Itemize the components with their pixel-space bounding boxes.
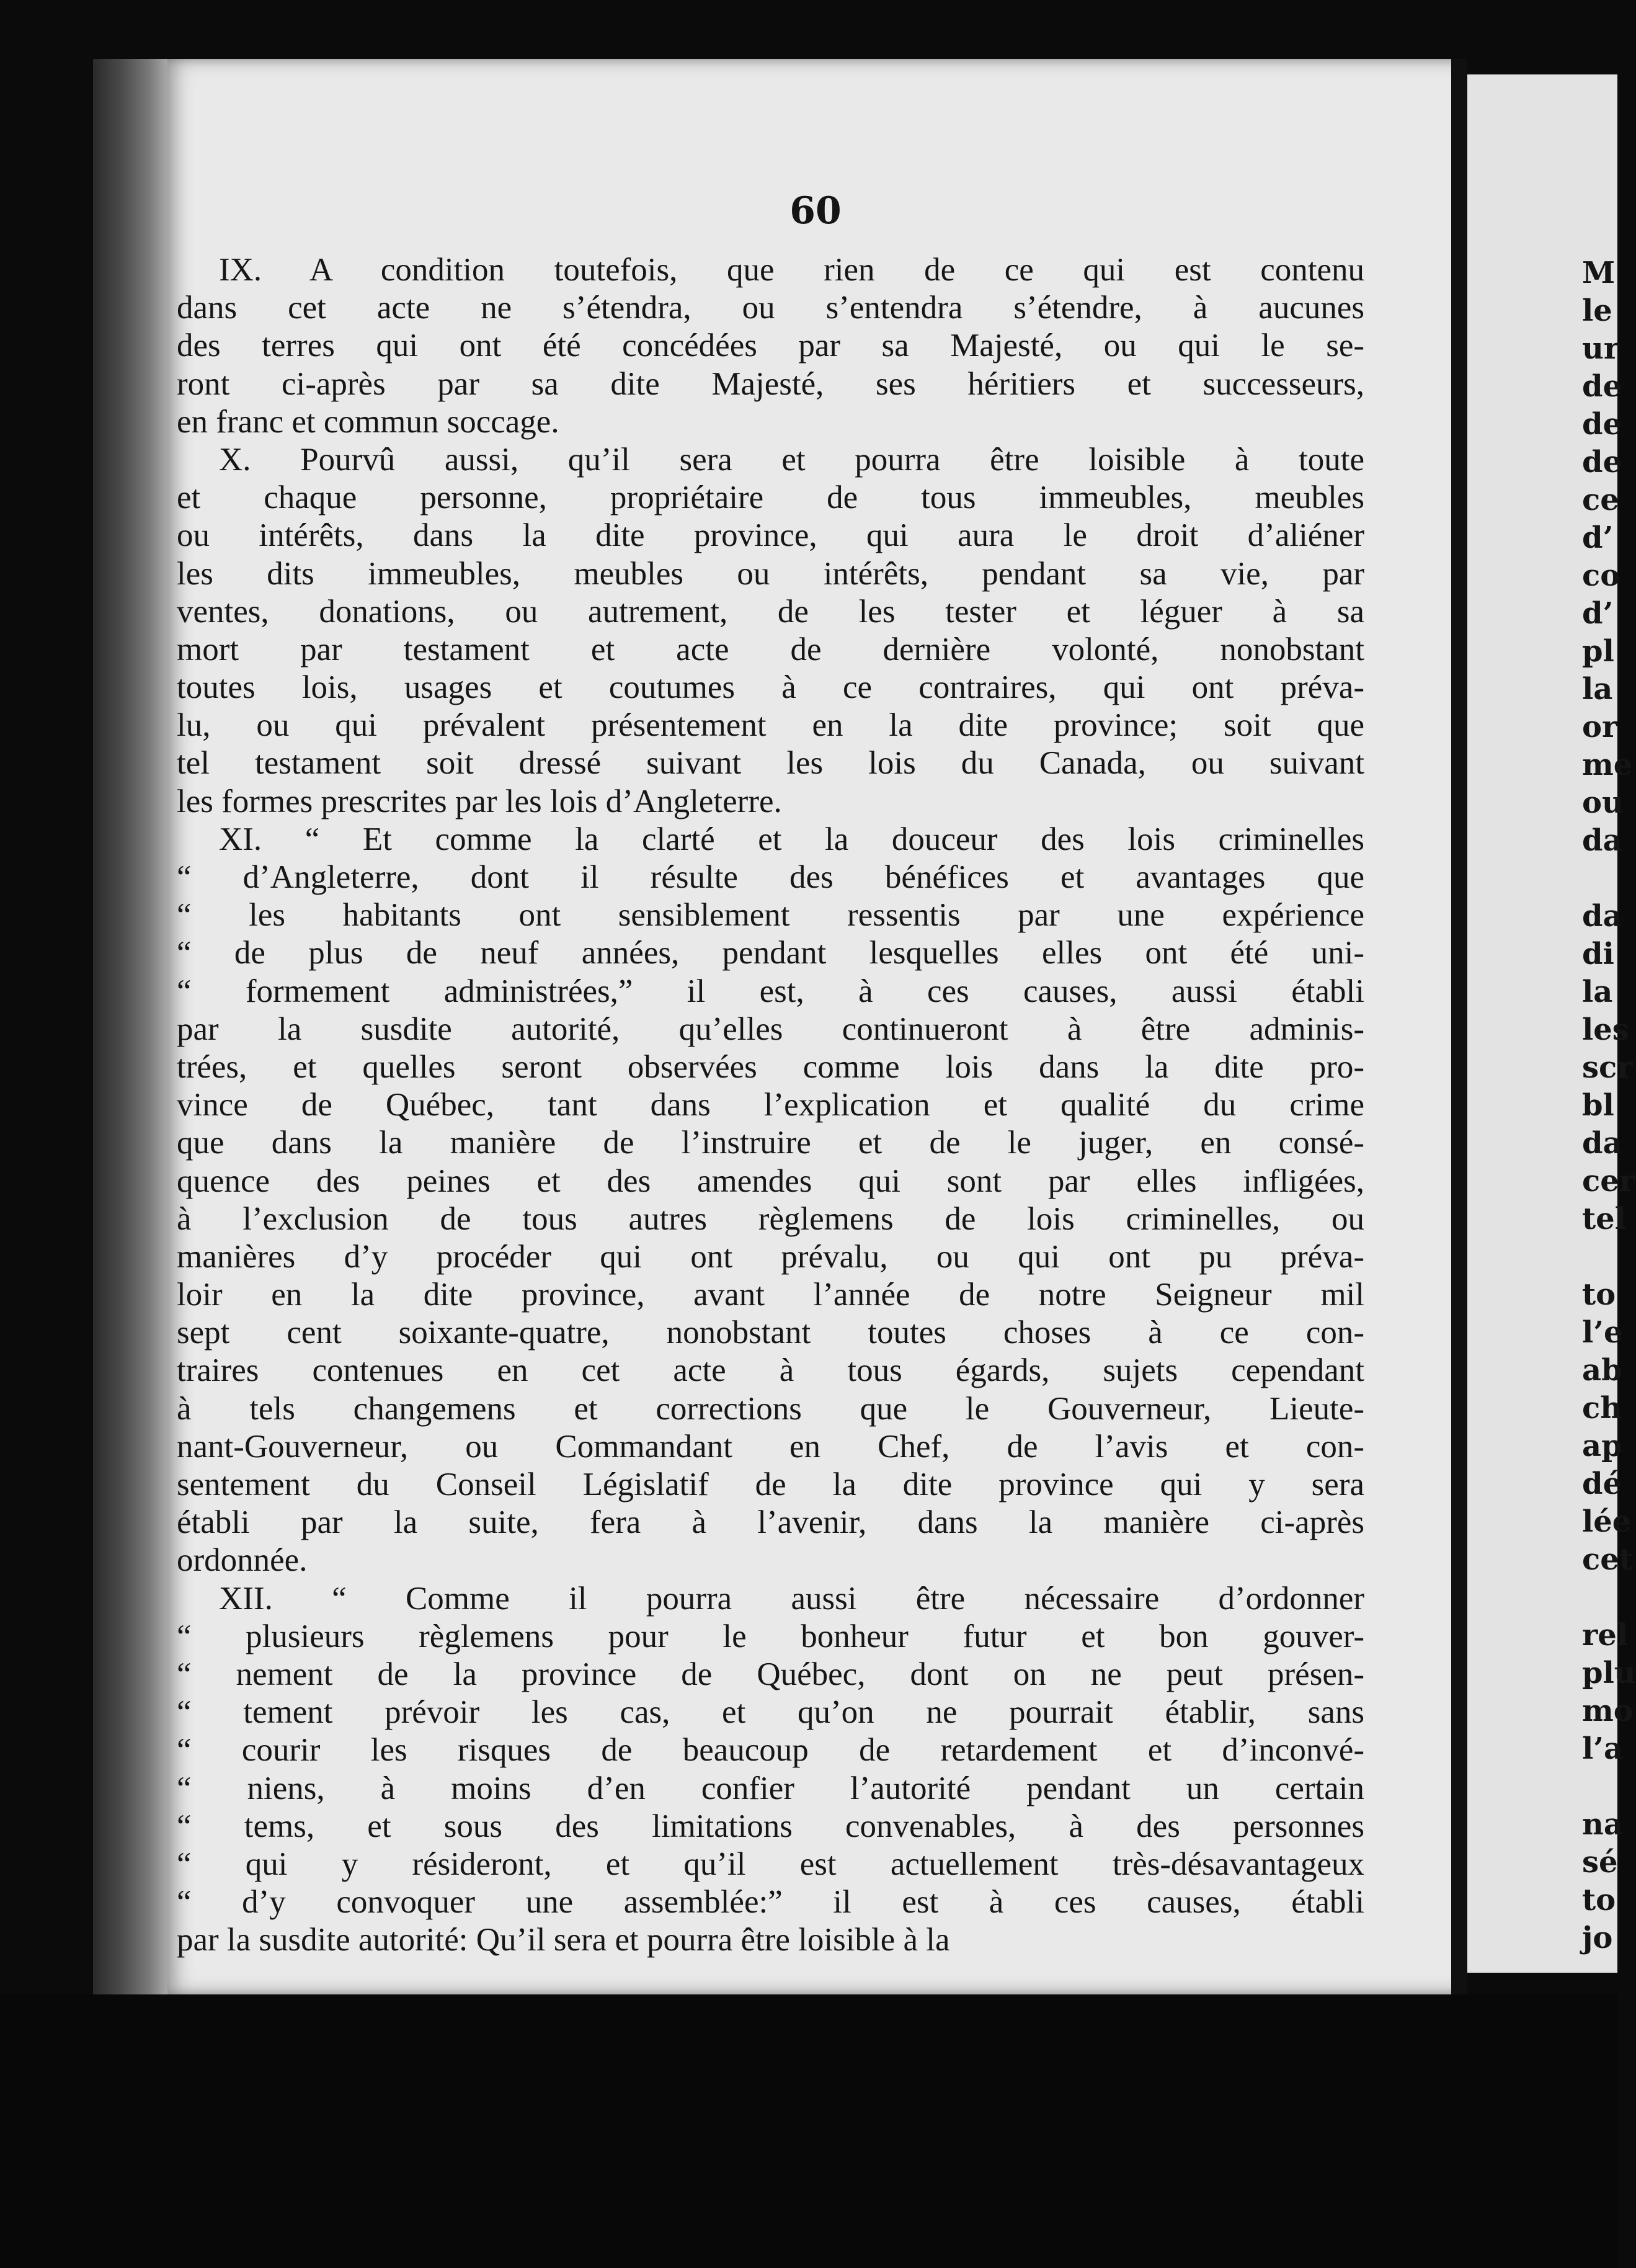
page-text (177, 251, 1364, 1959)
text-line: les dits immeubles, meubles ou intérêts, pendant sa vie, par (177, 555, 1364, 592)
facing-fragment: tel (1582, 1202, 1626, 1236)
text-line: dans cet acte ne s’étendra, ou s’entendra s’étendre, à aucunes (177, 290, 1364, 326)
paragraph-xii (177, 1580, 1364, 1960)
text-line: “ tement prévoir les cas, et qu’on ne pourrait établir, sans (177, 1694, 1364, 1731)
facing-fragment: les (1582, 1012, 1629, 1047)
text-line: XI. “ Et comme la clarté et la douceur des lois criminelles (219, 821, 1364, 857)
text-line: tel testament soit dressé suivant les lois du Canada, ou suivant (177, 745, 1364, 782)
text-line: X. Pourvû aussi, qu’il sera et pourra être loisible à toute (219, 441, 1364, 478)
text-line: trées, et quelles seront observées comme lois dans la dite pro- (177, 1048, 1364, 1085)
facing-fragment: ch (1582, 1391, 1622, 1426)
text-line: manières d’y procéder qui ont prévalu, ou qui ont pu préva- (177, 1238, 1364, 1275)
facing-fragment: d’ (1582, 520, 1614, 555)
facing-fragment: de (1582, 445, 1622, 480)
facing-fragment: da (1582, 823, 1622, 858)
facing-fragment: de (1582, 407, 1622, 442)
text-line: mort par testament et acte de dernière volonté, nonobstant (177, 631, 1364, 667)
text-line: quence des peines et des amendes qui sont par elles infligées, (177, 1163, 1364, 1199)
text-line: “ courir les risques de beaucoup de retardement et d’inconvé- (177, 1732, 1364, 1769)
text-line: traires contenues en cet acte à tous égards, sujets cependant (177, 1352, 1364, 1389)
facing-fragment: lée (1582, 1504, 1632, 1539)
text-line: des terres qui ont été concédées par sa Majesté, ou qui le se- (177, 328, 1364, 364)
text-line: établi par la suite, fera à l’avenir, dans la manière ci-après (177, 1504, 1364, 1541)
page-number: 60 (789, 189, 842, 233)
paragraph-ix (177, 251, 1364, 441)
text-line: “ de plus de neuf années, pendant lesquelles elles ont été uni- (177, 935, 1364, 971)
facing-fragment: la (1582, 975, 1613, 1009)
facing-fragment: jo (1582, 1921, 1613, 1955)
scan-bottom-border (0, 1994, 1617, 2268)
facing-fragment: di (1582, 937, 1614, 971)
text-line: sentement du Conseil Législatif de la dite province qui y sera (177, 1467, 1364, 1502)
facing-fragment: ap (1582, 1429, 1622, 1463)
facing-fragment: d’ (1582, 596, 1614, 631)
facing-fragment: me (1582, 748, 1633, 782)
text-line: “ d’y convoquer une assemblée:” il est à ces causes, établi (177, 1884, 1364, 1921)
text-line: “ d’Angleterre, dont il résulte des bénéfices et avantages que (177, 859, 1364, 895)
facing-fragment: ce (1582, 483, 1619, 517)
facing-fragment: da (1582, 899, 1622, 934)
text-line: ront ci-après par sa dite Majesté, ses héritiers et successeurs, (177, 365, 1364, 402)
facing-fragment: ur (1582, 331, 1620, 366)
text-line: à tels changemens et corrections que le Gouverneur, Lieute- (177, 1390, 1364, 1427)
text-line: par la susdite autorité, qu’elles continueront à être adminis- (177, 1011, 1364, 1047)
facing-fragment: to (1582, 1277, 1616, 1312)
text-line: XII. “ Comme il pourra aussi être nécessaire d’ordonner (219, 1580, 1364, 1617)
facing-fragment: la (1582, 672, 1613, 707)
text-line: “ niens, à moins d’en confier l’autorité pendant un certain (177, 1770, 1364, 1806)
facing-page-edge (1467, 74, 1636, 1973)
book-gutter (93, 59, 174, 1994)
facing-fragment: cet (1582, 1542, 1633, 1577)
text-line: et chaque personne, propriétaire de tous immeubles, meubles (177, 480, 1364, 516)
facing-fragment: da (1582, 1126, 1622, 1161)
text-line: toutes lois, usages et coutumes à ce contraires, qui ont préva- (177, 669, 1364, 706)
facing-fragment: bl (1582, 1088, 1614, 1123)
text-line: loir en la dite province, avant l’année de notre Seigneur mil (177, 1277, 1364, 1313)
text-line: par la susdite autorité: Qu’il sera et pourra être loisible à la (177, 1922, 950, 1958)
facing-fragment: plu (1582, 1656, 1636, 1690)
facing-fragment: l’a (1582, 1731, 1624, 1766)
facing-fragment: to (1582, 1883, 1616, 1918)
text-line: ordonnée. (177, 1542, 308, 1579)
facing-fragment: cer (1582, 1164, 1635, 1199)
text-line: que dans la manière de l’instruire et de le juger, en consé- (177, 1125, 1364, 1161)
text-line: nant-Gouverneur, ou Commandant en Chef, de l’avis et con- (177, 1428, 1364, 1465)
facing-fragment: na (1582, 1807, 1623, 1842)
facing-fragment: l’e (1582, 1315, 1623, 1350)
facing-fragment (1582, 1768, 1617, 1806)
text-line: “ plusieurs règlemens pour le bonheur futur et bon gouver- (177, 1618, 1364, 1654)
text-line: IX. A condition toutefois, que rien de ce qui est contenu (219, 252, 1364, 288)
text-line: ventes, donations, ou autrement, de les tester et léguer à sa (177, 593, 1364, 630)
facing-fragment: pl (1582, 634, 1614, 669)
text-line: “ qui y résideront, et qu’il est actuellement très-désavantageux (177, 1846, 1364, 1882)
text-line: “ tems, et sous des limitations convenables, à des personnes (177, 1808, 1364, 1844)
text-line: à l’exclusion de tous autres règlemens de lois criminelles, ou (177, 1200, 1364, 1237)
facing-fragment: dé (1582, 1467, 1622, 1501)
paragraph-x (177, 441, 1364, 821)
facing-fragment: le (1582, 293, 1612, 328)
facing-fragment (1582, 1579, 1617, 1617)
facing-fragment: mo (1582, 1694, 1634, 1728)
facing-fragment: co (1582, 558, 1620, 593)
facing-fragment (1582, 1238, 1617, 1276)
text-line: en franc et commun soccage. (177, 403, 559, 440)
text-line: les formes prescrites par les lois d’Angleterre. (177, 783, 782, 819)
text-line: “ formement administrées,” il est, à ces causes, aussi établi (177, 973, 1364, 1009)
text-line: “ nement de la province de Québec, dont on ne peut présen- (177, 1656, 1364, 1692)
paragraph-xi (177, 821, 1364, 1580)
facing-fragment: M (1582, 256, 1616, 290)
facing-fragment (1582, 860, 1617, 898)
facing-page-fragments (1467, 74, 1636, 1957)
facing-fragment: rel (1582, 1618, 1629, 1653)
facing-fragment: de (1582, 369, 1622, 404)
facing-fragment: sé (1582, 1845, 1618, 1880)
page-divider (1451, 59, 1467, 1994)
text-line: ou intérêts, dans la dite province, qui aura le droit d’aliéner (177, 517, 1364, 554)
facing-fragment: ab (1582, 1353, 1622, 1388)
text-line: “ les habitants ont sensiblement ressentis par une expérience (177, 897, 1364, 934)
facing-fragment: ou (1582, 785, 1624, 820)
text-line: sept cent soixante-quatre, nonobstant toutes choses à ce con- (177, 1315, 1364, 1351)
text-line: lu, ou qui prévalent présentement en la dite province; soit que (177, 707, 1364, 744)
text-line: vince de Québec, tant dans l’explication et qualité du crime (177, 1087, 1364, 1123)
facing-fragment: scr (1582, 1050, 1633, 1085)
facing-fragment: or (1582, 710, 1618, 744)
